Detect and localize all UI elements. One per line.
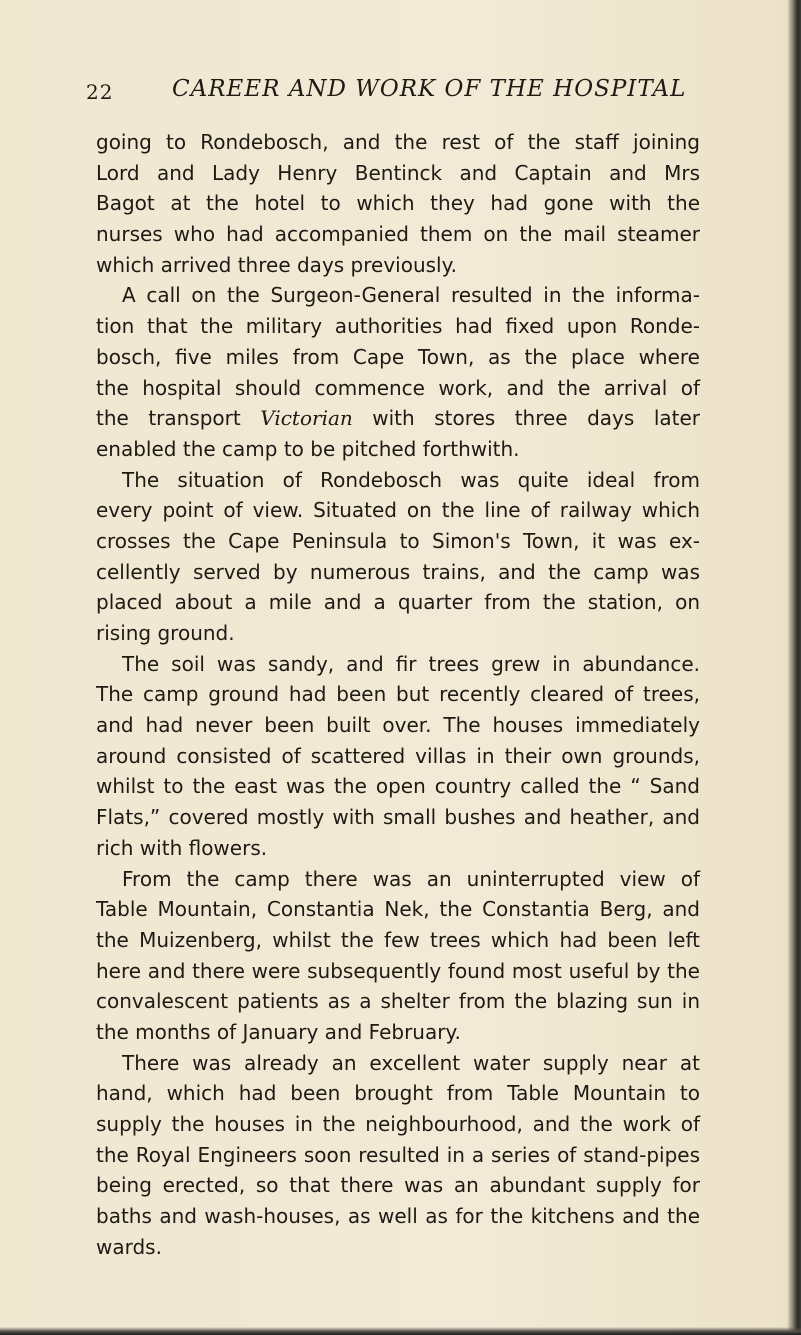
text-line: supply the houses in the neighbourhood, and the work of: [96, 1112, 700, 1136]
text-line: hand, which had been brought from Table Mountain to: [96, 1081, 700, 1106]
text-line: The soil was sandy, and fir trees grew in abundance.: [122, 651, 700, 676]
text-line: enabled the camp to be pitched forthwith.: [96, 436, 520, 461]
text-line: around consisted of scattered villas in their own grounds,: [96, 743, 700, 768]
running-title: CAREER AND WORK OF THE HOSPITAL: [172, 76, 687, 102]
text-line: bosch, five miles from Cape Town, as the place where: [96, 344, 700, 369]
text-line: rising ground.: [96, 621, 235, 645]
text-line: cellently served by numerous trains, and the camp was: [96, 559, 700, 584]
text-line: and had never been built over. The houses immediately: [96, 713, 700, 738]
text-line: every point of view. Situated on the line of railway which: [96, 498, 700, 523]
page-bottom-shadow: [0, 1327, 801, 1335]
running-head: [86, 76, 706, 114]
text-line: whilst to the east was the open country called the “ Sand: [96, 774, 700, 799]
text-line: here and there were subsequently found most useful by the: [96, 958, 700, 983]
text-line: There was already an excellent water supply near at: [122, 1050, 700, 1075]
body-text: [96, 127, 700, 1262]
text-line-with-ship-name: [96, 403, 700, 434]
text-line: nurses who had accompanied them on the mail steamer: [96, 222, 700, 247]
text-line: crosses the Cape Peninsula to Simon's Town, it was ex-: [96, 528, 700, 553]
text-line: rich with flowers.: [96, 835, 268, 860]
text-line: which arrived three days previously.: [96, 252, 457, 277]
text-line: tion that the military authorities had fixed upon Ronde-: [96, 314, 700, 339]
text-line: going to Rondebosch, and the rest of the staff joining: [96, 130, 700, 154]
page-edge-shadow: [787, 0, 801, 1335]
text-line: placed about a mile and a quarter from the station, on: [96, 590, 700, 615]
text-line: Flats,” covered mostly with small bushes and heather, and: [96, 805, 700, 830]
text-line: From the camp there was an uninterrupted view of: [122, 866, 700, 891]
text-line: wards.: [96, 1234, 162, 1259]
text-line: the Muizenberg, whilst the few trees which had been left: [96, 927, 700, 952]
text-line: The situation of Rondebosch was quite ideal from: [122, 467, 700, 492]
page-number: 22: [86, 80, 114, 104]
text-line: Bagot at the hotel to which they had gone with the: [96, 191, 700, 216]
text-line: The camp ground had been but recently cleared of trees,: [96, 682, 700, 707]
text-line: the hospital should commence work, and the arrival of: [96, 375, 700, 400]
ship-name: Victorian: [260, 406, 353, 431]
text-segment: with stores three days later: [372, 406, 700, 431]
text-segment: the transport: [96, 406, 241, 431]
text-line: Table Mountain, Constantia Nek, the Constantia Berg, and: [96, 897, 700, 922]
text-line: A call on the Surgeon-General resulted in the informa-: [122, 283, 700, 308]
text-line: the months of January and February.: [96, 1019, 461, 1044]
text-line: Lord and Lady Henry Bentinck and Captain and Mrs: [96, 160, 700, 185]
text-line: being erected, so that there was an abundant supply for: [96, 1173, 700, 1198]
text-line: convalescent patients as a shelter from the blazing sun in: [96, 989, 700, 1014]
text-line: baths and wash-houses, as well as for the kitchens and the: [96, 1204, 700, 1229]
text-line: the Royal Engineers soon resulted in a series of stand-pipes: [96, 1142, 700, 1167]
